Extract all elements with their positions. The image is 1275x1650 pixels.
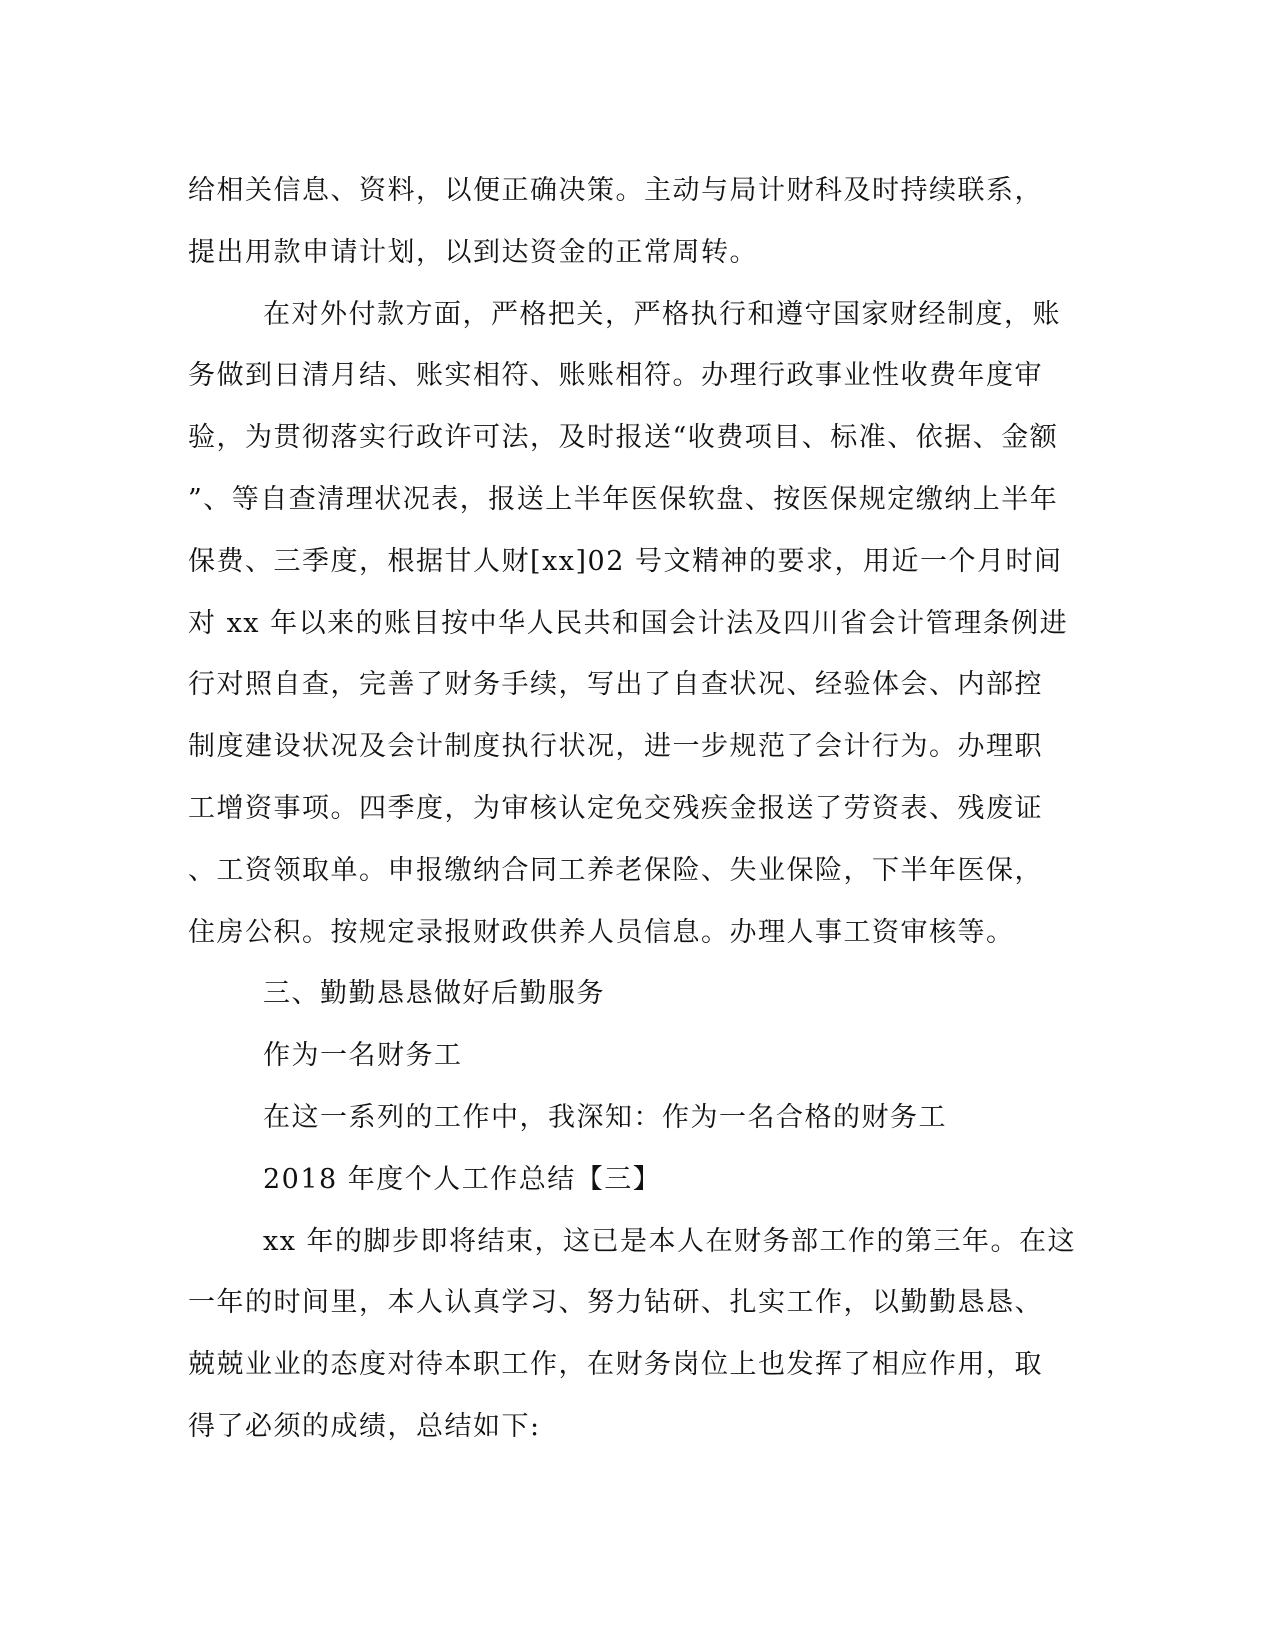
text-line: 作为一名财务工 bbox=[263, 1040, 463, 1072]
text-line: 住房公积。按规定录报财政供养人员信息。办理人事工资审核等。 bbox=[188, 916, 1015, 948]
text-line: 一年的时间里，本人认真学习、努力钻研、扎实工作，以勤勤恳恳、 bbox=[188, 1287, 1043, 1319]
text-line: 验，为贯彻落实行政许可法，及时报送“收费项目、标准、依据、金额 bbox=[188, 422, 1059, 454]
text-line: 给相关信息、资料，以便正确决策。主动与局计财科及时持续联系， bbox=[188, 175, 1043, 206]
text-line: 务做到日清月结、账实相符、账账相符。办理行政事业性收费年度审 bbox=[188, 360, 1043, 392]
text-line: 在这一系列的工作中，我深知：作为一名合格的财务工 bbox=[263, 1101, 947, 1133]
text-line: ”、等自查清理状况表，报送上半年医保软盘、按医保规定缴纳上半年 bbox=[188, 483, 1059, 515]
text-line: 得了必须的成绩，总结如下: bbox=[188, 1410, 541, 1442]
text-line: 兢兢业业的态度对待本职工作，在财务岗位上也发挥了相应作用，取 bbox=[188, 1349, 1043, 1381]
section-heading: 三、勤勤恳恳做好后勤服务 bbox=[263, 978, 605, 1010]
document-subtitle: 2018 年度个人工作总结【三】 bbox=[263, 1163, 662, 1195]
paragraph-start-line: xx 年的脚步即将结束，这已是本人在财务部工作的第三年。在这 bbox=[263, 1225, 1077, 1257]
text-line: 工增资事项。四季度，为审核认定免交残疾金报送了劳资表、残废证 bbox=[188, 792, 1043, 824]
text-line: 制度建设状况及会计制度执行状况，进一步规范了会计行为。办理职 bbox=[188, 731, 1043, 763]
paragraph-start-line: 在对外付款方面，严格把关，严格执行和遵守国家财经制度，账 bbox=[263, 298, 1061, 330]
text-line: 行对照自查，完善了财务手续，写出了自查状况、经验体会、内部控 bbox=[188, 669, 1043, 701]
text-line: 、工资领取单。申报缴纳合同工养老保险、失业保险，下半年医保， bbox=[188, 854, 1043, 886]
text-line: 保费、三季度，根据甘人财[xx]02 号文精神的要求，用近一个月时间 bbox=[188, 545, 1063, 577]
text-line: 提出用款申请计划，以到达资金的正常周转。 bbox=[188, 236, 758, 268]
text-line: 对 xx 年以来的账目按中华人民共和国会计法及四川省会计管理条例进 bbox=[188, 607, 1069, 639]
document-body bbox=[188, 160, 1088, 1458]
